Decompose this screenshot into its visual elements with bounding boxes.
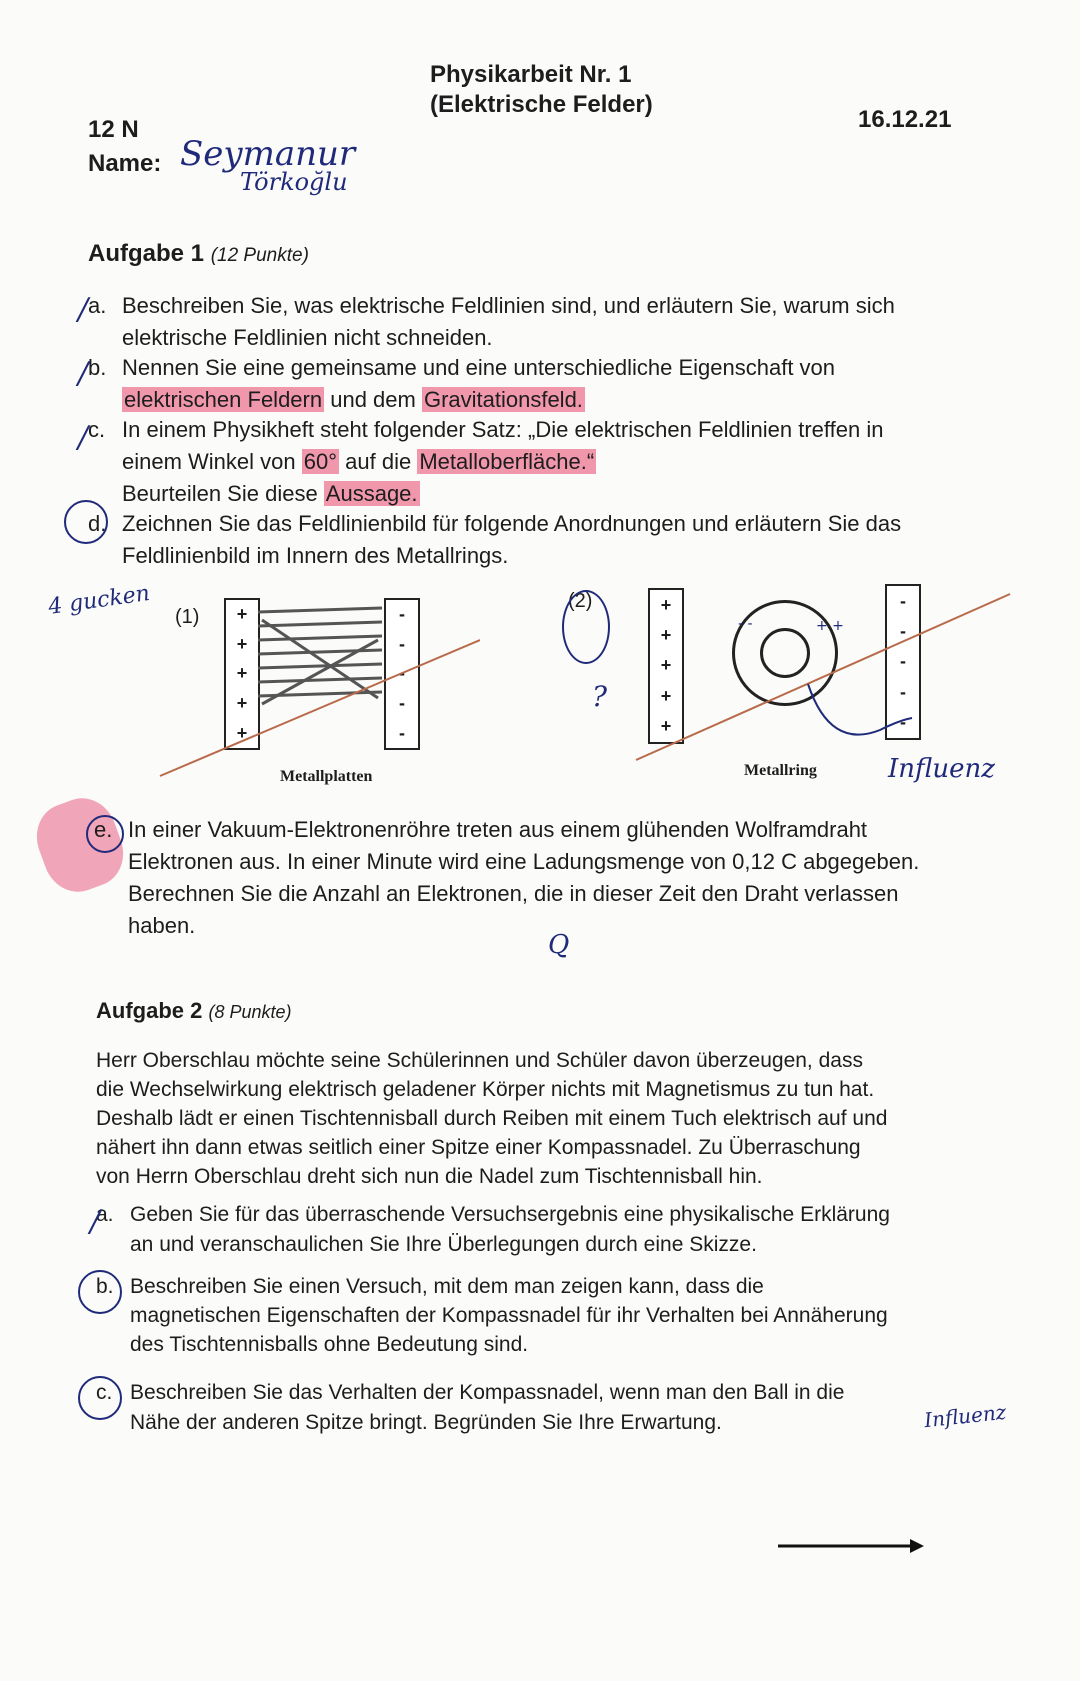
- task1-heading: [88, 240, 309, 268]
- plus-sign: +: [660, 594, 672, 615]
- item-text: und dem: [324, 387, 422, 412]
- svg-text:+ +: + +: [816, 618, 844, 634]
- plus-sign: +: [236, 663, 248, 684]
- item-text: auf die: [339, 449, 418, 474]
- item-text: Beschreiben Sie, was elektrische Feldlinien sind, und erläutern Sie, warum sich: [122, 293, 895, 318]
- task1-item-e: [94, 814, 994, 942]
- q-note: Q: [548, 930, 570, 960]
- influenz-note: Influenz: [888, 754, 995, 784]
- task2-item-c: [96, 1378, 926, 1438]
- title-line-1: Physikarbeit Nr. 1: [430, 61, 632, 88]
- student-name-line-1: Seymanur: [180, 134, 356, 174]
- task1-item-d: [88, 508, 988, 572]
- next-page-arrow-icon: [776, 1536, 926, 1556]
- item-text: des Tischtennisballs ohne Bedeutung sind.: [130, 1333, 529, 1356]
- student-name-line-2: Törkoğlu: [240, 168, 348, 196]
- item-text: Zeichnen Sie das Feldlinienbild für folgende Anordnungen und erläutern Sie das: [122, 511, 902, 536]
- item-letter: a.: [96, 1203, 114, 1226]
- caption-metallring: Metallring: [744, 762, 817, 779]
- intro-line: die Wechselwirkung elektrisch geladener Körper nichts mit Magnetismus zu tun hat.: [96, 1078, 875, 1101]
- item-text: Feldlinienbild im Innern des Metallrings.: [122, 543, 509, 568]
- item-letter: b.: [96, 1275, 114, 1298]
- margin-note: 4 gucken: [46, 581, 152, 620]
- intro-line: von Herrn Oberschlau dreht sich nun die Nadel zum Tischtennisball hin.: [96, 1165, 763, 1188]
- item-text: Beschreiben Sie das Verhalten der Kompassnadel, wenn man den Ball in die: [130, 1381, 845, 1404]
- task2-item-a: [96, 1200, 996, 1260]
- item-letter: b.: [88, 355, 107, 380]
- question-mark: ?: [592, 680, 608, 713]
- minus-sign: -: [900, 712, 906, 733]
- item-letter: a.: [88, 293, 107, 318]
- item-text: Berechnen Sie die Anzahl an Elektronen, die in dieser Zeit den Draht verlassen: [128, 881, 899, 906]
- item-text: Beschreiben Sie einen Versuch, mit dem man zeigen kann, dass die: [130, 1275, 764, 1298]
- task1-title: Aufgabe 1: [88, 240, 205, 267]
- minus-sign: -: [399, 633, 405, 654]
- plus-sign: +: [236, 722, 248, 743]
- title-line-2: (Elektrische Felder): [430, 91, 653, 118]
- minus-sign: -: [399, 663, 405, 684]
- intro-line: Herr Oberschlau möchte seine Schülerinnen und Schüler davon überzeugen, dass: [96, 1049, 863, 1072]
- task2-intro: [96, 1046, 996, 1191]
- circle-mark: [64, 500, 108, 544]
- minus-sign: -: [900, 651, 906, 672]
- influenz-note: Influenz: [922, 1399, 1008, 1433]
- item-text: haben.: [128, 913, 196, 938]
- figure-label-2: (2): [568, 590, 593, 612]
- task1-item-a: [88, 290, 968, 354]
- field-lines-sketch: [150, 580, 480, 780]
- plus-sign: +: [660, 625, 672, 646]
- plus-sign: +: [236, 633, 248, 654]
- highlighted-text: elektrischen Feldern: [124, 387, 323, 412]
- item-text: In einer Vakuum-Elektronenröhre treten aus einem glühenden Wolframdraht: [128, 817, 868, 842]
- intro-line: nähert ihn dann etwas seitlich einer Spitze einer Kompassnadel. Zu Überraschung: [96, 1136, 861, 1159]
- strike-mark: /: [78, 292, 89, 327]
- item-letter: d.: [88, 511, 107, 536]
- minus-sign: -: [900, 590, 906, 611]
- item-text: Elektronen aus. In einer Minute wird eine Ladungsmenge von 0,12 C abgegeben.: [128, 849, 920, 874]
- task2-item-b: [96, 1272, 996, 1359]
- highlighted-text: Gravitationsfeld.: [423, 387, 583, 412]
- task1-points: (12 Punkte): [210, 245, 309, 266]
- item-text: Beurteilen Sie diese: [122, 481, 324, 506]
- strike-mark: /: [78, 420, 89, 455]
- highlighted-text: Aussage.: [325, 481, 418, 506]
- plus-sign: +: [236, 604, 248, 625]
- ring-annotation-sketch: [630, 580, 1020, 780]
- svg-text:- -: - -: [738, 616, 753, 632]
- minus-sign: -: [399, 722, 405, 743]
- exam-date: 16.12.21: [858, 106, 952, 133]
- item-letter: c.: [96, 1381, 113, 1404]
- task2-heading: [96, 998, 292, 1024]
- circle-mark: [562, 590, 610, 664]
- item-text: elektrische Feldlinien nicht schneiden.: [122, 325, 493, 350]
- plus-sign: +: [660, 685, 672, 706]
- item-text: Geben Sie für das überraschende Versuchsergebnis eine physikalische Erklärung: [130, 1203, 890, 1226]
- task2-points: (8 Punkte): [208, 1002, 292, 1022]
- item-text: Nennen Sie eine gemeinsame und eine unterschiedliche Eigenschaft von: [122, 355, 836, 380]
- minus-sign: -: [399, 693, 405, 714]
- intro-line: Deshalb lädt er einen Tischtennisball durch Reiben mit einem Tuch elektrisch auf und: [96, 1107, 888, 1130]
- item-text: an und veranschaulichen Sie Ihre Überlegungen durch eine Skizze.: [130, 1233, 757, 1256]
- name-label: Name:: [88, 150, 162, 177]
- plus-sign: +: [236, 693, 248, 714]
- item-letter: c.: [88, 417, 106, 442]
- highlighted-text: Metalloberfläche.“: [419, 449, 595, 474]
- highlighted-text: 60°: [303, 449, 338, 474]
- item-text: magnetischen Eigenschaften der Kompassnadel für ihr Verhalten bei Annäherung: [130, 1304, 888, 1327]
- minus-sign: -: [900, 621, 906, 642]
- task1-item-b: [88, 352, 968, 416]
- class-label: 12 N: [88, 116, 139, 143]
- item-text: In einem Physikheft steht folgender Satz: „Die elektrischen Feldlinien treffen in: [122, 417, 884, 442]
- strike-mark: /: [90, 1204, 101, 1239]
- minus-sign: -: [900, 681, 906, 702]
- plus-sign: +: [660, 655, 672, 676]
- figure-label-1: (1): [175, 606, 200, 628]
- plus-sign: +: [660, 716, 672, 737]
- item-letter: e.: [94, 817, 113, 842]
- item-text: Nähe der anderen Spitze bringt. Begründen Sie Ihre Erwartung.: [130, 1411, 722, 1434]
- strike-mark: /: [78, 356, 89, 391]
- minus-sign: -: [399, 604, 405, 625]
- task2-title: Aufgabe 2: [96, 998, 203, 1023]
- task1-item-c: [88, 414, 988, 510]
- item-text: einem Winkel von: [122, 449, 302, 474]
- caption-metallplatten: Metallplatten: [280, 768, 373, 785]
- page-title: [430, 60, 653, 120]
